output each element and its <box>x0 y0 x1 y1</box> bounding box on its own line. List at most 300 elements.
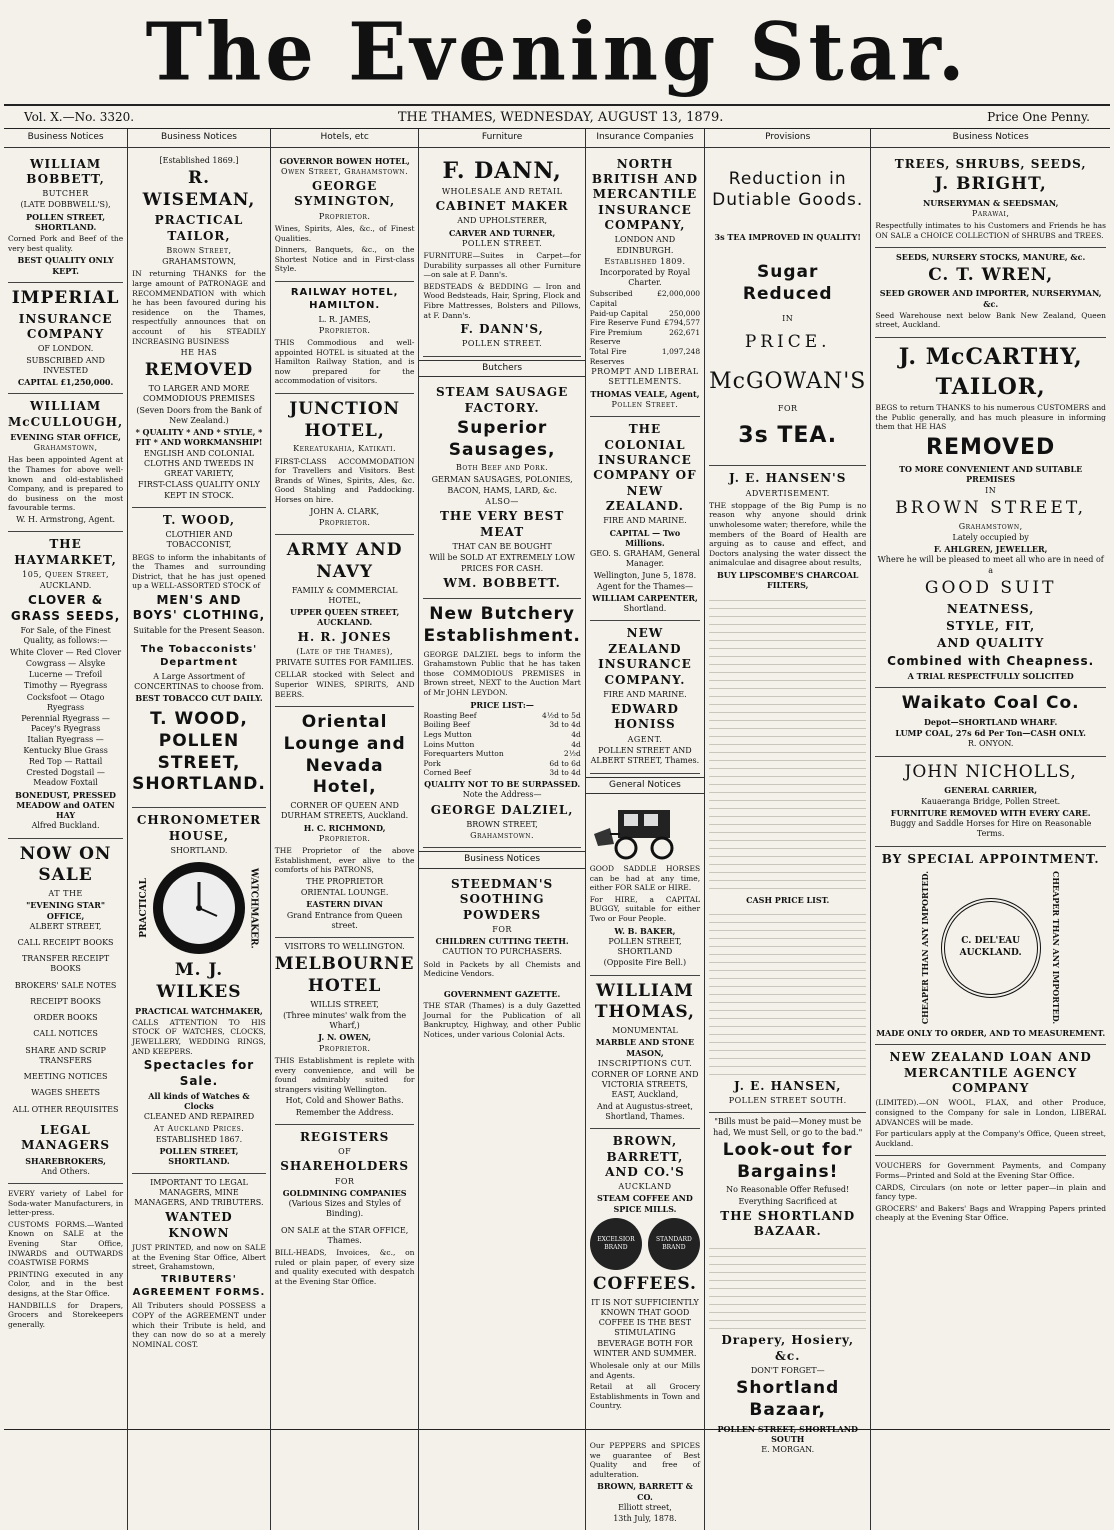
ad-line: Agent for the Thames— <box>596 581 693 591</box>
ad-body: CUSTOMS FORMS.—Wanted Known on SALE at the Evening Star Office, INWARDS and OUTWARDS COASTWISE FORMS <box>8 1219 124 1268</box>
ad-sub: POLLEN STREET SOUTH. <box>728 1096 847 1106</box>
ad-tributers <box>132 1174 266 1357</box>
ad-body: FURNITURE—Suites in Carpet—for Durability surpasses all other Furniture—on sale at F. Dann's. <box>423 250 581 280</box>
ad-line: EVENING STAR OFFICE, <box>10 431 121 442</box>
ad-sub: FOR <box>777 403 798 413</box>
ad-title: REMOVED <box>926 435 1056 461</box>
ad-waikato-coal <box>875 688 1106 756</box>
list-item: MEETING NOTICES <box>23 1072 108 1082</box>
ad-body: All Tributers should POSSESS a COPY of the AGREEMENT under which their Tribute is held, and they can now do so at a merely NOMINAL COST. <box>132 1301 266 1349</box>
ad-line: CARVER AND TURNER, <box>448 227 556 238</box>
ad-title: TAILOR, <box>935 374 1046 401</box>
ad-bright <box>875 152 1106 249</box>
ad-line: CAPITAL — Two Millions. <box>609 527 681 548</box>
ad-junction-hotel <box>275 394 415 535</box>
column-heading: Business Notices <box>4 129 127 148</box>
ad-line: BUY LIPSCOMBE'S CHARCOAL FILTERS, <box>717 570 859 591</box>
section-heading: Business Notices <box>419 851 584 869</box>
coach-illustration <box>590 804 700 860</box>
ad-body: BEGS to return THANKS to his numerous CUSTOMERS and the Public generally, and has much pleasure in informing them that HE HAS <box>875 403 1106 432</box>
ad-line: Remember the Address. <box>295 1107 394 1117</box>
price-value: 4½d to 5d <box>542 710 581 720</box>
ad-line: POLLEN STREET, SHORTLAND. <box>26 211 106 232</box>
column-heading: Provisions <box>705 129 870 148</box>
ad-line: Grand Entrance from Queen street. <box>286 910 403 930</box>
ad-title: NEW ZEALAND LOAN AND MERCANTILE AGENCY COMPANY <box>889 1050 1092 1096</box>
ad-misc-printing <box>8 1184 123 1336</box>
ad-line: TO LARGER AND MORE COMMODIOUS PREMISES <box>143 384 255 404</box>
ad-title: IMPERIAL <box>11 287 120 308</box>
ad-line: FURNITURE REMOVED WITH EVERY CARE. <box>890 807 1091 818</box>
ad-line: POLLEN STREET, SHORTLAND. <box>159 1146 239 1167</box>
ad-line: GRAHAMSTOWN, <box>162 257 236 267</box>
ad-title: T. WOOD, <box>162 512 236 527</box>
price-value: 6d to 6d <box>549 758 581 768</box>
column-5 <box>586 129 705 1530</box>
row-value: 262,671 <box>669 327 701 337</box>
column-heading: Furniture <box>419 129 584 148</box>
price-item: Legs Mutton <box>423 730 472 740</box>
ad-title: THE HAYMARKET, <box>14 537 117 567</box>
ad-title: GEORGE SYMINGTON, <box>294 178 396 209</box>
ad-title: The Tobacconists' Department <box>140 643 258 668</box>
ad-nz-insurance <box>590 621 700 773</box>
ad-sub: Grahamstown. <box>470 831 535 841</box>
ad-title: INSURANCE COMPANY <box>18 311 113 341</box>
ad-body: Retail at all Grocery Establishments in Town and Country. <box>589 1382 701 1411</box>
ad-army-navy <box>275 535 415 707</box>
price-item: Pork <box>423 758 441 768</box>
illustration-side-label: PRACTICAL <box>139 878 150 939</box>
ad-symington <box>275 152 415 282</box>
ad-title: ARMY AND NAVY <box>286 540 403 582</box>
list-item: CALL NOTICES <box>33 1029 98 1039</box>
ad-bobbett <box>8 152 123 283</box>
ad-line: "EVENING STAR" OFFICE, <box>26 900 106 921</box>
ad-body: Dinners, Banquets, &c., on the Shortest Notice and in First-class Style. <box>274 245 415 274</box>
ad-sub: Both Beef and Pork. <box>456 463 549 473</box>
row-label: Subscribed Capital <box>589 289 633 309</box>
ad-title: McGOWAN'S <box>709 368 867 394</box>
ad-line: Wellington, June 5, 1878. <box>593 570 697 580</box>
ad-title: STEEDMAN'S SOOTHING POWDERS <box>451 876 554 922</box>
masthead <box>4 0 1110 104</box>
ad-line: SEEDS, NURSERY STOCKS, MANURE, &c. <box>896 252 1086 263</box>
masthead-title: The Evening Star. <box>145 4 969 99</box>
ad-line: Shortland. <box>623 604 667 614</box>
price-item: Forequarters Mutton <box>423 749 504 759</box>
ad-mccarthy <box>875 338 1106 688</box>
ad-line: Hot, Cold and Shower Baths. <box>285 1096 404 1106</box>
ad-body-text-block <box>709 1241 866 1331</box>
ad-line: GEO. S. GRAHAM, General Manager. <box>589 549 700 569</box>
ad-line: CLEANED AND REPAIRED <box>143 1112 255 1122</box>
ad-oriental-lounge <box>275 707 415 938</box>
ad-line: (LATE DOBBWELL'S), <box>20 200 111 210</box>
ad-line: SEED GROWER AND IMPORTER, NURSERYMAN, &c. <box>879 288 1102 309</box>
seal-name: C. DEL'EAU <box>961 936 1021 947</box>
seal-place: AUCKLAND. <box>959 947 1022 958</box>
price-item: Roasting Beef <box>423 710 477 720</box>
ad-title: WANTED KNOWN <box>165 1210 233 1240</box>
ad-sub: Grahamstown, <box>958 521 1023 531</box>
ad-line: THAT CAN BE BOUGHT <box>452 542 552 552</box>
ad-sub: OF <box>338 1147 352 1157</box>
ad-line: F. AHLGREN, JEWELLER, <box>933 544 1048 555</box>
ad-sub: BUTCHER <box>42 189 89 199</box>
ad-line: MARBLE AND STONE MASON, <box>595 1037 695 1058</box>
ad-title: F. DANN'S, <box>460 322 544 337</box>
ad-sub: Established 1809. <box>604 256 686 266</box>
ad-title: NORTH BRITISH AND MERCANTILE INSURANCE COMPANY, <box>591 156 698 232</box>
ad-title: THE VERY BEST MEAT <box>439 509 565 539</box>
ad-line: ON SALE at the STAR OFFICE, Thames. <box>280 1225 409 1245</box>
ad-title: REGISTERS <box>299 1129 390 1144</box>
ad-title: Superior Sausages, <box>448 417 556 460</box>
ad-title: NEATNESS, <box>946 601 1035 616</box>
list-item: ALL OTHER REQUISITES <box>12 1104 119 1114</box>
ad-line: MADE ONLY TO ORDER, AND TO MEASUREMENT. <box>876 1028 1106 1039</box>
ad-line: CHILDREN CUTTING TEETH. <box>435 936 569 947</box>
clock-icon <box>151 860 247 956</box>
ad-sub: AUCKLAND <box>618 1182 672 1192</box>
ad-line: A TRIAL RESPECTFULLY SOLICITED <box>907 670 1074 681</box>
ad-body: Seed Warehouse next below Bank New Zealand, Queen street, Auckland. <box>875 310 1106 330</box>
ad-body: Sold in Packets by all Chemists and Medicine Vendors. <box>423 959 581 979</box>
ad-body: VOUCHERS for Government Payments, and Company Forms—Printed and Sold at the Evening Star Office. <box>875 1161 1106 1181</box>
ad-line: [Established 1869.] <box>159 155 239 165</box>
ad-thomas-mason <box>590 976 700 1130</box>
ad-sub: ADVERTISEMENT. <box>745 488 830 498</box>
ad-colonial-insurance <box>590 417 700 621</box>
ad-line: FAMILY & COMMERCIAL HOTEL, <box>291 585 398 605</box>
ad-title: Reduction in Dutiable Goods. <box>712 168 864 211</box>
list-item: SHARE AND SCRIP TRANSFERS <box>25 1045 106 1065</box>
column-7 <box>871 129 1110 1530</box>
table-row <box>423 711 580 721</box>
ad-line: And at Augustus-street, Shortland, Thames. <box>596 1101 693 1121</box>
ad-title: STEAM SAUSAGE FACTORY. <box>435 385 569 415</box>
ad-line: Buggy and Saddle Horses for Hire on Reasonable Terms. <box>889 819 1092 839</box>
ad-body: CELLAR stocked with Select and Superior WINES, SPIRITS, AND BEERS. <box>274 670 415 699</box>
ad-line: BEST TOBACCO CUT DAILY. <box>135 692 263 703</box>
ad-body: For HIRE, a CAPITAL BUGGY, suitable for either Two or Four People. <box>589 894 701 924</box>
ad-line: LONDON AND EDINBURGH. <box>614 235 676 255</box>
ad-line: Elliott street, <box>618 1502 672 1512</box>
ad-title: AND QUALITY <box>937 636 1045 651</box>
ad-line: W. H. Armstrong, Agent. <box>16 514 116 524</box>
ad-sub: FOR <box>492 924 512 934</box>
ad-line: (Three minutes' walk from the Wharf,) <box>283 1011 407 1031</box>
list-item: Perennial Ryegrass — Pacey's Ryegrass <box>21 714 110 734</box>
ad-line: (Opposite Fire Bell.) <box>603 958 687 968</box>
ad-mccullough <box>8 394 123 532</box>
list-item: White Clover — Red Clover <box>10 647 122 657</box>
ad-body: IN returning THANKS for the large amount of PATRONAGE and RECOMMENDATION with which he has been favoured during his residence on the Thames, respectfully announces that on account of his STEADILY INCREASING BUSINESS <box>132 269 266 346</box>
ad-sub: AGENT. <box>627 734 663 744</box>
ad-title: PRICE. <box>744 331 831 352</box>
ad-north-british <box>590 152 700 418</box>
ad-body: FIRST-CLASS ACCOMMODATION for Travellers and Visitors. Best Brands of Wines, Spirits, Ales, &c. Good Stabling and Paddocking. Horses on hire. <box>274 456 415 505</box>
ad-body: BEDSTEADS & BEDDING — Iron and Wood Bedsteads, Hair, Spring, Flock and Fibre Mattresses, Bolsters and Pillows, at F. Dann's. <box>423 281 581 320</box>
ad-line: Depot—SHORTLAND WHARF. <box>923 716 1058 727</box>
ad-title: Sugar Reduced <box>742 262 833 304</box>
ad-line: ENGLISH AND COLONIAL CLOTHS AND TWEEDS IN GREAT VARIETY, <box>143 448 255 479</box>
ad-body: THIS Establishment is replete with every convenience, and will be found admirably suited for strangers visiting Wellington. <box>274 1055 415 1094</box>
row-label: Total Fire Reserves <box>589 347 627 366</box>
ad-body: (LIMITED).—ON WOOL, FLAX, and other Produce, consigned to the Company for sale in London, LIBERAL ADVANCES will be made. <box>875 1098 1106 1127</box>
ad-line: "Bills must be paid—Money must be had, We must Sell, or go to the bad." <box>713 1117 863 1137</box>
table-row <box>590 318 700 328</box>
ad-line: IMPORTANT TO LEGAL MANAGERS, MINE MANAGERS, AND TRIBUTERS. <box>134 1177 264 1208</box>
standard-brand-seal: STANDARD BRAND <box>648 1218 700 1270</box>
ad-title: SHAREHOLDERS <box>280 1159 410 1174</box>
ad-title: BY SPECIAL APPOINTMENT. <box>881 851 1100 866</box>
column-heading: Hotels, etc <box>271 129 419 148</box>
ad-title: MEN'S AND BOYS' CLOTHING, <box>132 592 266 623</box>
row-value: £794,577 <box>664 318 701 328</box>
ad-steam-sausage <box>423 380 580 599</box>
ad-line: Incorporated by Royal Charter. <box>599 268 691 288</box>
section-heading: Butchers <box>419 360 584 378</box>
ad-wilkes <box>132 808 266 1173</box>
ad-sub: IN <box>985 485 997 495</box>
ad-title: M. J. WILKES <box>156 960 242 1002</box>
ad-title: T. WOOD, POLLEN STREET, SHORTLAND. <box>132 709 266 795</box>
list-item: TRANSFER RECEIPT BOOKS <box>21 954 110 974</box>
section-heading: General Notices <box>586 777 704 795</box>
ad-line: THE PROPRIETOR <box>306 876 384 886</box>
issue-date: THE THAMES, WEDNESDAY, AUGUST 13, 1879. <box>397 109 724 125</box>
list-item: Timothy — Ryegrass <box>23 681 108 691</box>
ad-line: PRACTICAL WATCHMAKER, <box>135 1005 263 1016</box>
row-label: Fire Reserve Fund <box>589 318 661 328</box>
ad-line: DON'T FORGET— <box>750 1366 825 1376</box>
ad-line: WILLIS STREET, <box>310 999 379 1009</box>
ad-line: (Seven Doors from the Bank of New Zealand.) <box>136 405 262 425</box>
ad-title: JOHN NICHOLLS, <box>904 761 1077 782</box>
row-value: 1,097,248 <box>661 347 701 357</box>
ad-body: HANDBILLS for Drapers, Grocers and Storekeepers generally. <box>8 1300 124 1329</box>
ad-now-on-sale <box>8 839 123 1184</box>
coach-icon <box>590 804 700 860</box>
ad-body: EVERY variety of Label for Soda-water Manufacturers, in letter-press. <box>8 1189 124 1218</box>
ad-body: BILL-HEADS, Invoices, &c., on ruled or plain paper, of every size and quality executed with despatch at the Evening Star Office. <box>274 1248 415 1286</box>
ad-title: J. E. HANSEN, <box>734 1078 842 1093</box>
ad-line: Alfred Buckland. <box>31 821 100 831</box>
ad-line: ORIENTAL LOUNGE. <box>300 888 389 898</box>
excelsior-brand-seal: EXCELSIOR BRAND <box>590 1218 642 1270</box>
ad-line: SUBSCRIBED AND INVESTED <box>26 355 105 375</box>
ad-title: 3s TEA. <box>738 423 838 449</box>
ad-body: JUST PRINTED, and now on SALE at the Evening Star Office, Albert street, Grahamstown, <box>132 1243 266 1272</box>
ad-title: Oriental Lounge and Nevada Hotel, <box>283 712 406 798</box>
column-2 <box>128 129 271 1530</box>
ad-body: GROCERS' and Bakers' Bags and Wrapping Papers printed cheaply at the Evening Star Office. <box>875 1203 1106 1223</box>
ad-body: THIS Commodious and well-appointed HOTEL is situated at the Hamilton Railway Station, and is now prepared for the accommodation of visitors. <box>274 337 415 386</box>
ad-wren <box>875 248 1106 338</box>
ad-line: FIRST-CLASS QUALITY ONLY KEPT IN STOCK. <box>138 480 260 500</box>
ad-line: GENERAL CARRIER, <box>944 785 1038 796</box>
ad-body: Corned Pork and Beef of the very best quality. <box>8 234 124 253</box>
ad-title: J. E. HANSEN'S <box>729 471 847 486</box>
dateline <box>4 104 1110 129</box>
column-6 <box>705 129 871 1530</box>
ad-line: TO MORE CONVENIENT AND SUITABLE PREMISES <box>899 464 1083 485</box>
ad-line: WILLIAM CARPENTER, <box>592 592 698 603</box>
ad-line: GOVERNOR BOWEN HOTEL, <box>279 155 410 166</box>
ad-sub: Proprietor. <box>318 833 371 843</box>
ad-body: Respectfully intimates to his Customers and Friends he has ON SALE a CHOICE COLLECTION of SHRUBS and TREES. <box>875 221 1106 240</box>
ad-sub: PROMPT AND LIBERAL SETTLEMENTS. <box>591 367 699 387</box>
ad-body: CARDS, Circulars (on note or letter paper—in plain and fancy type. <box>875 1182 1106 1202</box>
ad-sub: Proprietor. <box>318 1043 371 1053</box>
price-item: Loins Mutton <box>423 739 475 749</box>
ad-body: Our PEPPERS and SPICES we guarantee of Best Quality and free of adulteration. <box>589 1441 701 1479</box>
volume-number: Vol. X.—No. 3320. <box>24 110 135 124</box>
ad-body: CALLS ATTENTION TO HIS STOCK OF WATCHES, CLOCKS, JEWELLERY, WEDDING RINGS, AND KEEPERS. <box>132 1017 266 1056</box>
ad-line: EASTERN DIVAN <box>306 899 383 910</box>
column-4 <box>419 129 585 1530</box>
ad-line: ESTABLISHED 1867. <box>155 1134 243 1144</box>
ad-title: BROWN STREET, <box>895 497 1087 518</box>
ad-line: JOHN A. CLARK, <box>310 506 380 516</box>
ad-sub: HE HAS <box>180 348 218 358</box>
list-item: Italian Ryegrass — Kentucky Blue Grass <box>23 735 108 755</box>
seal-icon <box>941 898 1041 998</box>
ad-line: FIRE AND MARINE. <box>603 516 687 526</box>
ad-title: J. BRIGHT, <box>934 173 1047 194</box>
list-item: Cowgrass — Alsyke <box>25 658 106 668</box>
columns <box>4 129 1110 1524</box>
ad-sub: Pollen Street. <box>611 399 679 409</box>
ad-line: POLLEN STREET, SHORTLAND SOUTH <box>717 1423 858 1445</box>
ad-title: H. R. JONES <box>297 629 392 644</box>
ad-line: BEST QUALITY ONLY KEPT. <box>17 255 114 276</box>
list-item: Red Top — Rattail <box>28 756 103 766</box>
ad-title: WILLIAM BOBBETT, <box>26 156 105 186</box>
ad-title: COFFEES. <box>592 1273 697 1294</box>
ad-nz-loan <box>875 1045 1106 1156</box>
list-item: WAGES SHEETS <box>31 1088 100 1098</box>
ad-line: And Others. <box>41 1166 90 1176</box>
list-item: Crested Dogstail — Meadow Foxtail <box>26 768 105 788</box>
ad-line: IT IS NOT SUFFICIENTLY KNOWN THAT GOOD COFFEE IS THE BEST STIMULATING BEVERAGE BOTH FOR WINTER AND SUMMER. <box>591 1297 699 1358</box>
ad-title: REMOVED <box>144 360 254 381</box>
ad-sub: Kereatukahia, Katikati. <box>293 444 397 454</box>
ad-line: BONEDUST, PRESSED MEADOW and OATEN HAY <box>15 789 116 821</box>
ad-sub: (Late of the Thames), <box>296 646 394 656</box>
ad-line: MONUMENTAL <box>612 1026 678 1036</box>
ad-title: THE SHORTLAND BAZAAR. <box>720 1208 856 1239</box>
ad-baker <box>590 797 700 976</box>
seal-illustration <box>875 871 1106 1024</box>
ad-body: THE stoppage of the Big Pump is no reason why anyone should drink unwholesome water; therefore, while the members of the Board of Health are arguing as to cause and effect, and Doctors analysing the water dissect the animalculae and disagree about results, <box>709 500 867 568</box>
ad-line: Everything Sacrificed at <box>738 1196 837 1206</box>
table-row <box>423 759 580 769</box>
ad-title: Look-out for Bargains! <box>722 1139 853 1182</box>
list-item: RECEIPT BOOKS <box>30 996 101 1006</box>
ad-line: CAUTION TO PURCHASERS. <box>442 947 562 957</box>
ad-sub: INSCRIPTIONS CUT. <box>597 1058 693 1068</box>
ad-line: Lately occupied by <box>952 532 1029 542</box>
ad-title: CABINET MAKER <box>435 198 569 213</box>
ad-line: VISITORS TO WELLINGTON. <box>284 942 405 952</box>
row-value: 250,000 <box>669 308 701 318</box>
ad-title: New Butchery Establishment. <box>423 604 581 646</box>
ad-line: R. ONYON. <box>967 739 1014 749</box>
ad-line: GOLDMINING COMPANIES <box>282 1187 407 1198</box>
ad-title: J. McCARTHY, <box>898 343 1083 370</box>
ad-line: All kinds of Watches & Clocks <box>148 1090 250 1112</box>
ad-special-appointment <box>875 847 1106 1046</box>
ad-sub: Owen Street, Grahamstown. <box>281 166 409 176</box>
seal-side-label: CHEAPER THAN ANY IMPORTED. <box>920 870 931 1025</box>
ad-line: BROWN STREET, <box>466 819 538 829</box>
ad-line: No Reasonable Offer Refused! <box>726 1185 850 1195</box>
ad-title: EDWARD HONISS <box>610 702 679 732</box>
price-item: Corned Beef <box>423 768 471 778</box>
ad-line: BACON, HAMS, LARD, &c. <box>447 485 557 495</box>
ad-line: For Sale, of the Finest Quality, as follows:— <box>20 626 111 646</box>
ad-line: AUCKLAND. <box>39 581 92 591</box>
ad-steedman <box>423 872 580 1047</box>
ad-line: OF LONDON. <box>37 344 94 354</box>
ad-title: NEW ZEALAND INSURANCE COMPANY. <box>598 626 692 687</box>
issue-price: Price One Penny. <box>987 110 1090 124</box>
ad-title: TRIBUTERS' AGREEMENT FORMS. <box>132 1273 266 1298</box>
ad-line: (Various Sizes and Styles of Binding). <box>288 1199 401 1219</box>
ad-nicholls <box>875 757 1106 847</box>
ad-title: BROWN, BARRETT, AND CO.'S <box>605 1134 685 1179</box>
ad-line: UPPER QUEEN STREET, AUCKLAND. <box>290 607 400 628</box>
ad-title: F. DANN, <box>442 157 562 184</box>
ad-line: CORNER OF QUEEN AND DURHAM STREETS, Auckland. <box>281 801 409 821</box>
ad-haymarket <box>8 532 123 838</box>
list-item: Cocksfoot — Otago Ryegrass <box>26 692 105 712</box>
ad-line: SHAREBROKERS, <box>25 1155 106 1166</box>
ad-line: QUALITY NOT TO BE SURPASSED. <box>424 779 581 790</box>
ad-title: LEGAL MANAGERS <box>21 1122 111 1153</box>
column-3 <box>271 129 420 1530</box>
ad-line: A Large Assortment of CONCERTINAS to choose from. <box>134 671 264 691</box>
ad-wiseman <box>132 152 266 508</box>
table-row <box>590 289 700 308</box>
ad-sub: POLLEN STREET. <box>462 339 543 349</box>
ad-sub: Proprietor. <box>318 325 371 335</box>
ad-line: L. R. JAMES, <box>318 314 371 324</box>
ad-line: J. N. OWEN, <box>318 1032 371 1043</box>
ad-sub: POLLEN STREET. <box>462 238 543 248</box>
ad-body: Wholesale only at our Mills and Agents. <box>589 1361 701 1380</box>
ad-line: 3s TEA IMPROVED IN QUALITY! <box>714 232 861 243</box>
ad-title: GOOD SUIT <box>924 577 1057 598</box>
ad-line: GERMAN SAUSAGES, POLONIES, <box>431 474 573 484</box>
ad-line: GOVERNMENT GAZETTE. <box>443 988 561 999</box>
ad-title: PRACTICAL TAILOR, <box>154 213 244 243</box>
list-item: ORDER BOOKS <box>33 1013 98 1023</box>
ad-sub: WHOLESALE AND RETAIL <box>441 186 563 196</box>
ad-imperial-insurance <box>8 283 123 394</box>
table-row <box>423 749 580 759</box>
ad-line: CLOTHIER AND TOBACCONIST, <box>165 530 233 550</box>
row-value: £2,000,000 <box>657 289 701 299</box>
ad-title: CHRONOMETER HOUSE, <box>136 813 262 843</box>
ad-line: CASH PRICE LIST. <box>746 894 830 905</box>
ad-title: THE COLONIAL INSURANCE COMPANY OF NEW ZEALAND. <box>593 422 697 513</box>
ad-mcgowan <box>709 152 866 467</box>
ad-melbourne-hotel <box>275 938 415 1125</box>
